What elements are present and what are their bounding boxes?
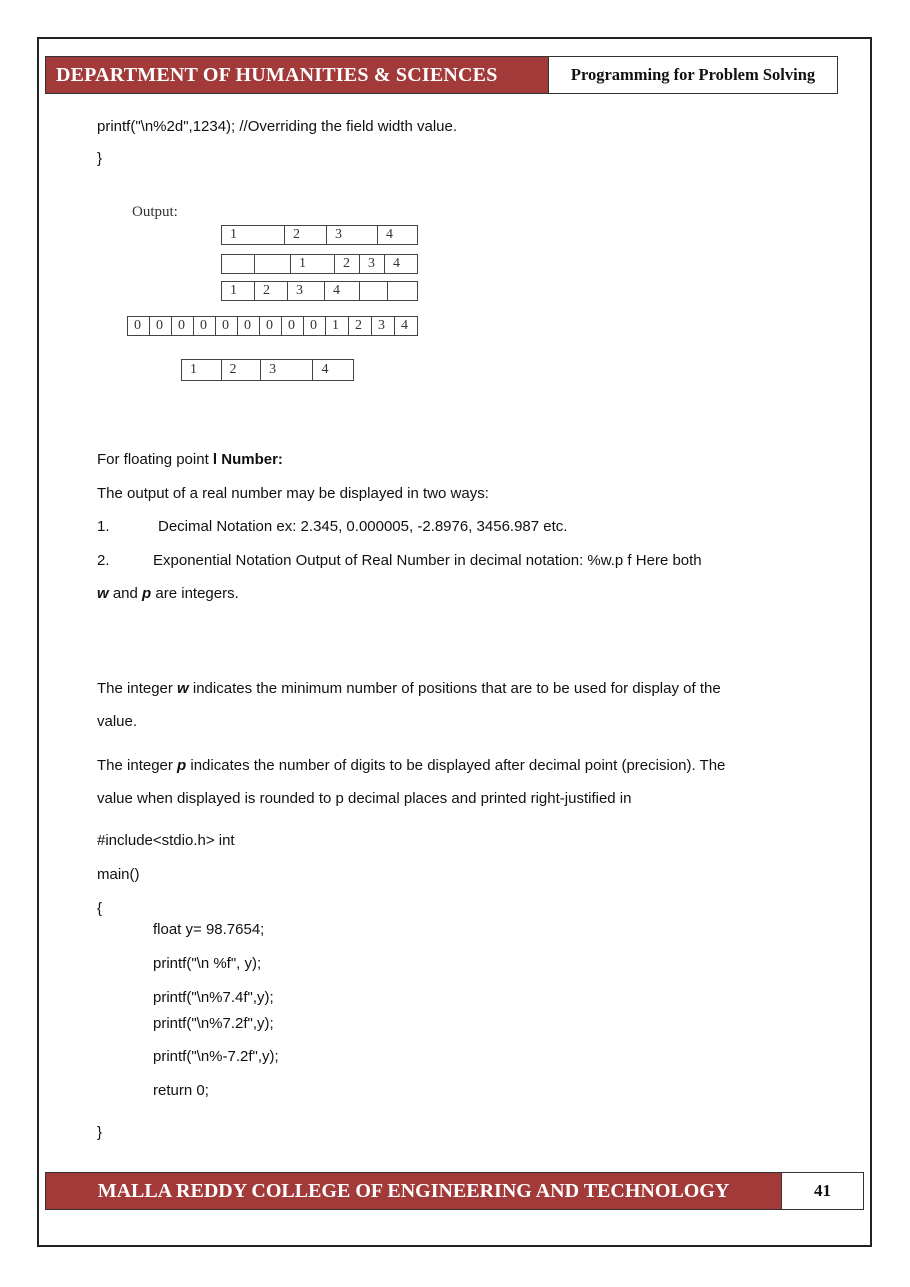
output-cell: 2 (285, 226, 327, 244)
output-cell (222, 255, 255, 273)
code-line: { (97, 900, 103, 917)
text-span: indicates the minimum number of positions that are to be used for display of the (188, 680, 721, 697)
text-span: and (108, 585, 143, 602)
text-span: are integers. (151, 585, 239, 602)
output-cell: 0 (238, 317, 260, 335)
subject-title: Programming for Problem Solving (548, 57, 837, 93)
code-line: main() (97, 866, 140, 883)
output-cell: 3 (360, 255, 385, 273)
section-heading (97, 451, 283, 468)
output-cell: 3 (288, 282, 325, 300)
output-cell: 2 (349, 317, 372, 335)
output-cell (388, 282, 417, 300)
output-cell: 0 (194, 317, 216, 335)
paragraph: The output of a real number may be displayed in two ways: (97, 485, 489, 502)
output-cell: 4 (325, 282, 360, 300)
text-span: indicates the number of digits to be displayed after decimal point (precision). The (186, 757, 726, 774)
output-cell: 1 (326, 317, 349, 335)
paragraph: value. (97, 713, 138, 730)
heading-bold: l Number: (212, 451, 283, 468)
output-cell (255, 255, 291, 273)
output-cell: 0 (150, 317, 172, 335)
department-title: DEPARTMENT OF HUMANITIES & SCIENCES (46, 57, 548, 93)
output-cell: 4 (321, 362, 329, 377)
output-cell: 2 (255, 282, 288, 300)
page-header (45, 56, 838, 94)
var-w: w (177, 680, 189, 697)
list-item: Decimal Notation ex: 2.345, 0.000005, -2.8976, 3456.987 etc. (158, 518, 568, 535)
list-number: 2. (97, 552, 110, 569)
heading-prefix: For floating point (97, 451, 213, 468)
paragraph (97, 585, 239, 602)
text-span: The integer (97, 680, 178, 697)
output-cell: 0 (260, 317, 282, 335)
output-cell: 1 (222, 226, 285, 244)
output-cell: 2 (335, 255, 360, 273)
text-span: The integer (97, 757, 178, 774)
output-cell: 0 (304, 317, 326, 335)
output-cell: 0 (282, 317, 304, 335)
output-cell: 2 (222, 360, 262, 380)
page-footer (45, 1172, 864, 1210)
output-row-4 (127, 316, 418, 336)
paragraph: value when displayed is rounded to p decimal places and printed right-justified in (97, 790, 632, 807)
var-p: p (142, 585, 152, 602)
list-item: Exponential Notation Output of Real Number in decimal notation: %w.p f Here both (153, 552, 702, 569)
code-line: float y= 98.7654; (153, 921, 265, 938)
code-line: } (97, 150, 103, 167)
var-w: w (97, 585, 109, 602)
output-cell: 1 (182, 360, 222, 380)
output-cell: 4 (393, 256, 400, 271)
output-cell: 3 (261, 360, 313, 380)
code-line: printf("\n%7.2f",y); (153, 1015, 274, 1032)
output-row-5 (181, 359, 354, 381)
code-line: printf("\n%2d",1234); //Overriding the field width value. (97, 118, 457, 135)
paragraph (97, 680, 721, 697)
output-cell: 0 (216, 317, 238, 335)
paragraph (97, 757, 725, 774)
output-cell: 3 (327, 226, 378, 244)
output-row-1 (221, 225, 418, 245)
var-p: p (177, 757, 187, 774)
output-cell: 0 (128, 317, 150, 335)
code-line: printf("\n%-7.2f",y); (153, 1048, 279, 1065)
output-cell: 3 (372, 317, 395, 335)
college-name: MALLA REDDY COLLEGE OF ENGINEERING AND TECHNOLOGY (46, 1173, 781, 1209)
code-line: #include<stdio.h> int (97, 832, 235, 849)
output-cell: 1 (291, 255, 335, 273)
page-number: 41 (781, 1173, 863, 1209)
output-row-3 (221, 281, 418, 301)
code-line: return 0; (153, 1082, 209, 1099)
code-line: printf("\n %f", y); (153, 955, 262, 972)
output-cell: 4 (401, 318, 408, 333)
output-cell: 1 (222, 282, 255, 300)
code-line: printf("\n%7.4f",y); (153, 989, 274, 1006)
output-cell: 4 (386, 227, 393, 242)
output-cell (360, 282, 388, 300)
output-cell: 0 (172, 317, 194, 335)
list-number: 1. (97, 518, 110, 535)
output-label: Output: (132, 204, 178, 220)
output-row-2 (221, 254, 418, 274)
code-line: } (97, 1124, 103, 1141)
